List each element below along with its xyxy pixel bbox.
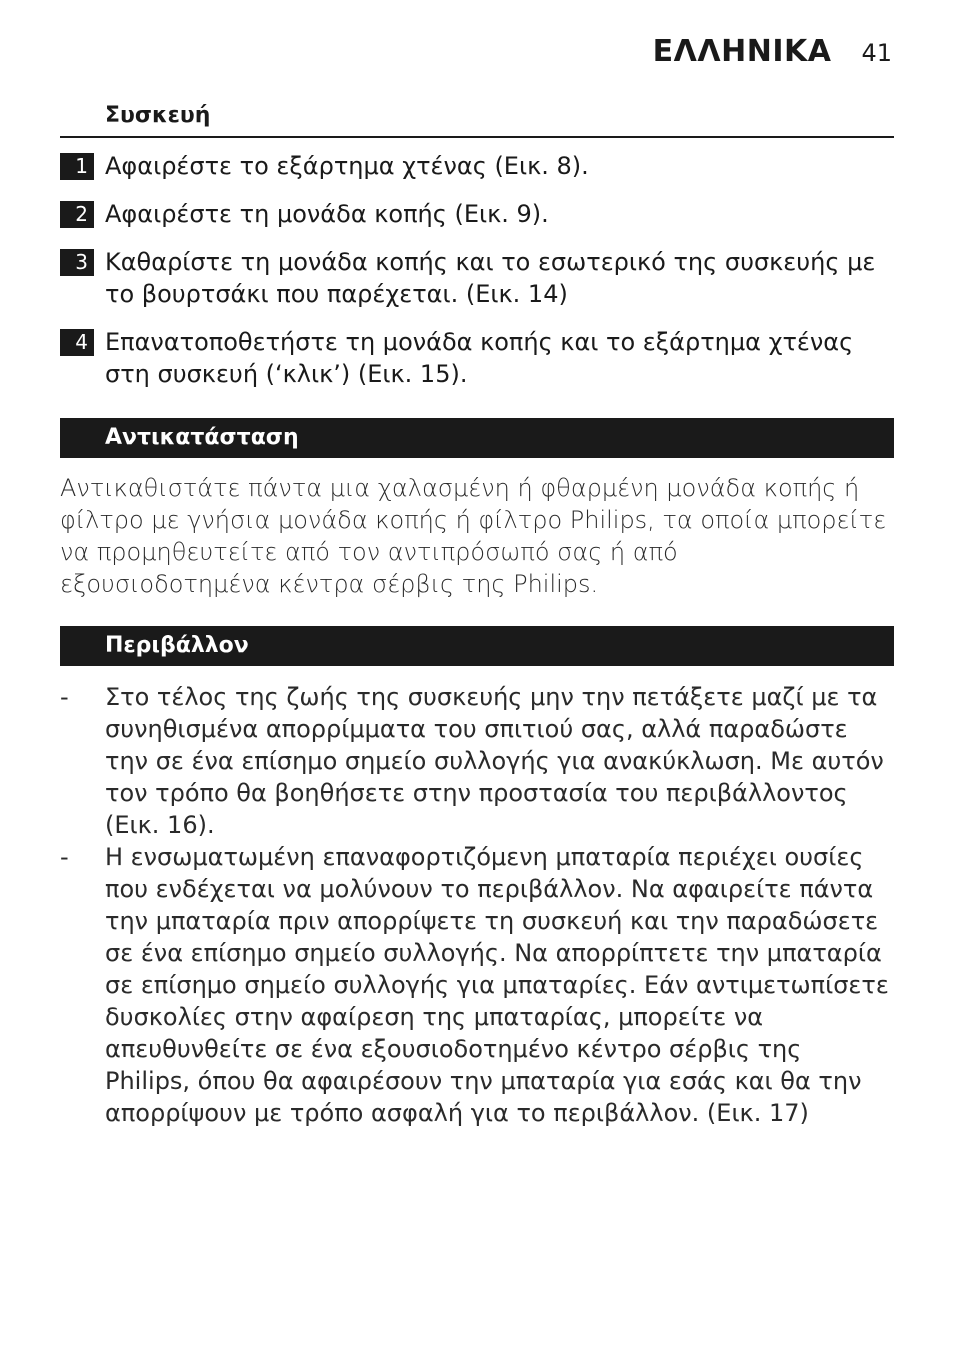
replacement-paragraph: Αντικαθιστάτε πάντα μια χαλασμένη ή φθαρμένη μονάδα κοπής ή φίλτρο με γνήσια μονάδα κοπής ή φίλτρο Philips, τα οποία μπορείτε να προμηθευτείτε από τον αντιπρόσωπό σας ή από εξουσιοδοτημένα κέντρα σέρβις της Philips. bbox=[60, 474, 887, 598]
step-item bbox=[60, 150, 894, 182]
page-header bbox=[653, 34, 892, 69]
step-text: Καθαρίστε τη μονάδα κοπής και το εσωτερικό της συσκευής με το βουρτσάκι που παρέχεται. (Εικ. 14) bbox=[105, 248, 876, 308]
section-device bbox=[60, 100, 894, 138]
section-heading-replacement: Αντικατάσταση bbox=[60, 418, 894, 458]
step-text: Αφαιρέστε τη μονάδα κοπής (Εικ. 9). bbox=[105, 200, 549, 228]
step-item bbox=[60, 326, 894, 390]
section-heading-environment: Περιβάλλον bbox=[60, 626, 894, 666]
step-number-badge: 3 bbox=[60, 249, 94, 276]
bullet-item bbox=[60, 681, 894, 841]
page-number: 41 bbox=[861, 39, 892, 67]
step-item bbox=[60, 198, 894, 230]
step-number-badge: 1 bbox=[60, 153, 94, 180]
step-item bbox=[60, 246, 894, 310]
step-number-badge: 4 bbox=[60, 329, 94, 356]
bullet-text: Στο τέλος της ζωής της συσκευής μην την πετάξετε μαζί με τα συνηθισμένα απορρίμματα του σπιτιού σας, αλλά παραδώστε την σε ένα επίσημο σημείο συλλογής για ανακύκλωση. Με αυτόν τον τρόπο θα βοηθήσετε στην προστασία του περιβάλλοντος (Εικ. 16). bbox=[105, 683, 884, 839]
step-text: Επανατοποθετήστε τη μονάδα κοπής και το εξάρτημα χτένας στη συσκευή (‘κλικ’) (Εικ. 15). bbox=[105, 328, 854, 388]
step-number-badge: 2 bbox=[60, 201, 94, 228]
language-title: ΕΛΛΗΝΙΚΑ bbox=[652, 34, 832, 69]
bullet-text: Η ενσωματωμένη επαναφορτιζόμενη μπαταρία περιέχει ουσίες που ενδέχεται να μολύνουν το περιβάλλον. Να αφαιρείτε πάντα την μπαταρία πριν απορρίψετε τη συσκευή και την παραδώσετε σε ένα επίσημο σημείο συλλογής. Να απορρίπτετε την μπαταρία σε επίσημο σημείο συλλογής για μπαταρίες. Εάν αντιμετωπίσετε δυσκολίες στην αφαίρεση της μπαταρίας, μπορείτε να απευθυνθείτε σε ένα εξουσιοδοτημένο κέντρο σέρβις της Philips, όπου θα αφαιρέσουν την μπαταρία για εσάς και θα την απορρίψουν με τρόπο ασφαλή για το περιβάλλον. (Εικ. 17) bbox=[105, 843, 889, 1127]
section-heading-device: Συσκευή bbox=[60, 100, 894, 138]
step-text: Αφαιρέστε το εξάρτημα χτένας (Εικ. 8). bbox=[105, 152, 589, 180]
bullet-item bbox=[60, 841, 894, 1129]
steps-list bbox=[60, 150, 894, 406]
environment-bullet-list bbox=[60, 681, 894, 1129]
bullet-dash: - bbox=[60, 683, 69, 711]
bullet-dash: - bbox=[60, 843, 69, 871]
